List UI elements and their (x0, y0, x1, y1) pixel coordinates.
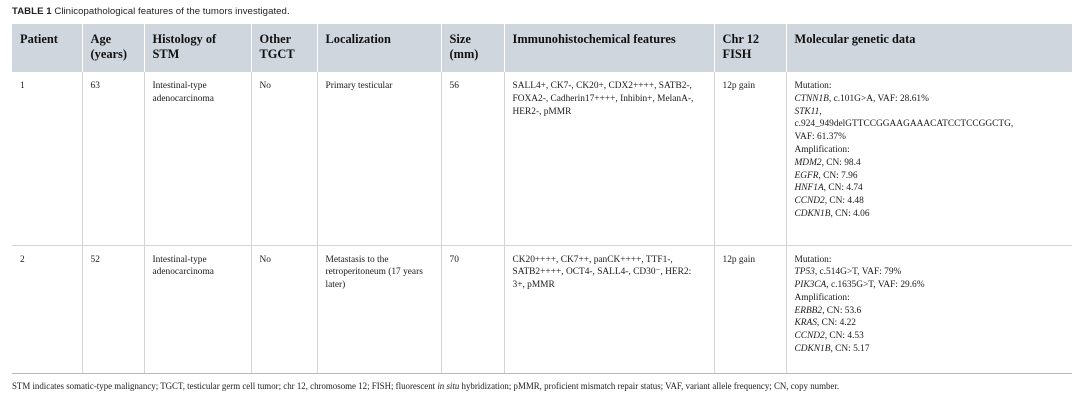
cell-fish: 12p gain (714, 72, 786, 245)
molecular-line: Mutation: (794, 81, 832, 91)
cell-localization: Primary testicular (317, 72, 441, 245)
table-caption-text: Clinicopathological features of the tumors investigated. (54, 6, 290, 17)
table-row (12, 245, 1072, 373)
molecular-line: Amplification: (794, 144, 850, 155)
cell-ihc: CK20++++, CK7++, panCK++++, TTF1-, SATB2++++, OCT4-, SALL4-, CD30⁻, HER2: 3+, pMMR (504, 245, 714, 373)
table-caption-label: TABLE 1 (12, 6, 52, 17)
molecular-line: Amplification: (794, 292, 850, 303)
header-fish: Chr 12 FISH (714, 24, 786, 72)
molecular-line: CTNN1B, c.101G>A, VAF: 28.61% (794, 93, 929, 104)
cell-other-tgct: No (251, 72, 317, 245)
cell-fish: 12p gain (714, 245, 786, 373)
molecular-line: KRAS, CN: 4.22 (794, 318, 856, 329)
cell-molecular (786, 245, 1072, 373)
cell-patient: 1 (12, 72, 82, 245)
molecular-line: PIK3CA, c.1635G>T, VAF: 29.6% (794, 280, 925, 291)
header-molecular: Molecular genetic data (786, 24, 1072, 72)
cell-patient: 2 (12, 245, 82, 373)
cell-age: 63 (82, 72, 144, 245)
table-row (12, 72, 1072, 245)
cell-other-tgct: No (251, 245, 317, 373)
cell-size: 56 (441, 72, 504, 245)
molecular-line: CDKN1B, CN: 4.06 (794, 208, 870, 219)
molecular-line: TP53, c.514G>T, VAF: 79% (794, 267, 902, 278)
table-caption (12, 6, 290, 17)
header-patient: Patient (12, 24, 82, 72)
molecular-line: EGFR, CN: 7.96 (794, 170, 858, 181)
molecular-line: c.924_949delGTTCCGGAAGAAACATCCTCCGGCTG, (794, 119, 1014, 130)
molecular-line: STK11, (794, 106, 822, 117)
molecular-line: VAF: 61.37% (794, 132, 846, 143)
molecular-line: HNF1A, CN: 4.74 (794, 183, 863, 194)
header-histology: Histology of STM (144, 24, 251, 72)
header-localization: Localization (317, 24, 441, 72)
molecular-line: Mutation: (794, 254, 832, 265)
molecular-line: CDKN1B, CN: 5.17 (794, 344, 870, 355)
cell-molecular (786, 72, 1072, 245)
cell-size: 70 (441, 245, 504, 373)
molecular-line: MDM2, CN: 98.4 (794, 157, 861, 168)
table-header-row (12, 24, 1072, 72)
header-size: Size (mm) (441, 24, 504, 72)
header-ihc: Immunohistochemical features (504, 24, 714, 72)
table-footnote: STM indicates somatic-type malignancy; TGCT, testicular germ cell tumor; chr 12, chromosome 12; FISH; fluorescent in situ hybridization; pMMR, proficient mismatch repair status; VAF, variant allele frequency; CN, copy number. (12, 381, 840, 391)
clinicopathological-table (12, 24, 1072, 374)
cell-ihc: SALL4+, CK7-, CK20+, CDX2++++, SATB2-, FOXA2-, Cadherin17++++, Inhibin+, MelanA-, HER2-, pMMR (504, 72, 714, 245)
cell-histology: Intestinal-type adenocarcinoma (144, 72, 251, 245)
cell-localization: Metastasis to the retroperitoneum (17 years later) (317, 245, 441, 373)
molecular-line: ERBB2, CN: 53.6 (794, 305, 862, 316)
cell-age: 52 (82, 245, 144, 373)
cell-histology: Intestinal-type adenocarcinoma (144, 245, 251, 373)
molecular-line: CCND2, CN: 4.53 (794, 331, 864, 342)
molecular-line: CCND2, CN: 4.48 (794, 196, 864, 207)
header-age: Age (years) (82, 24, 144, 72)
header-other-tgct: Other TGCT (251, 24, 317, 72)
